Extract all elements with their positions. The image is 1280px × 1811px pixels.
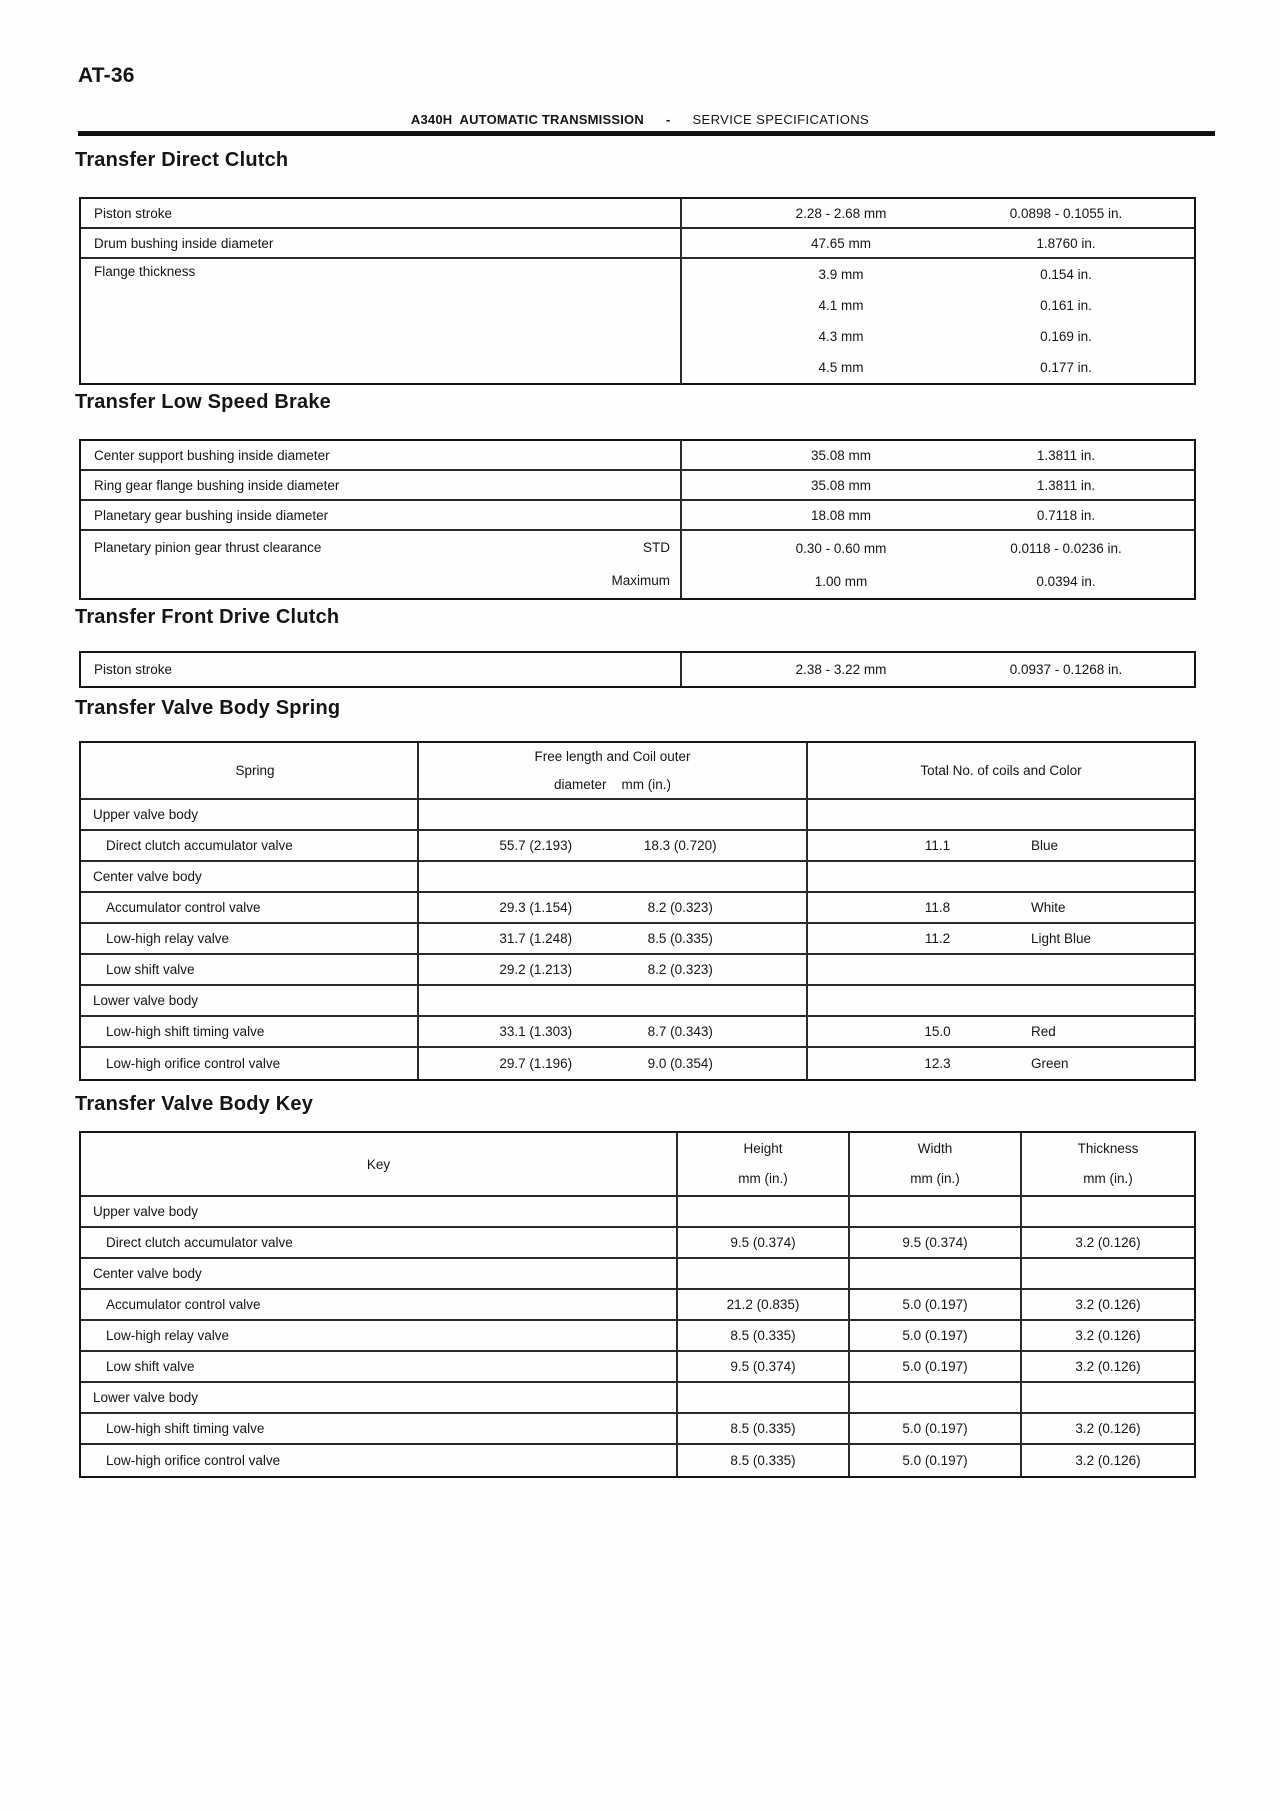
section-row-label: Upper valve body [81, 1197, 678, 1226]
table-row [81, 1321, 1194, 1352]
column-header-unit: mm (in.) [738, 1171, 788, 1186]
coil-color-value: Light Blue [1031, 931, 1092, 946]
spec-value-mm: 2.28 - 2.68 mm [795, 205, 887, 221]
height-value: 8.5 (0.335) [678, 1321, 850, 1350]
low-speed-brake-table [79, 439, 1196, 600]
coil-od-value: 8.5 (0.335) [647, 931, 713, 946]
column-header-coils-color: Total No. of coils and Color [920, 763, 1082, 778]
height-value: 9.5 (0.374) [678, 1228, 850, 1257]
coil-od-value: 8.7 (0.343) [647, 1024, 713, 1039]
width-value: 5.0 (0.197) [850, 1352, 1022, 1381]
table-row [81, 1228, 1194, 1259]
spec-label: Planetary gear bushing inside diameter [81, 501, 682, 529]
key-name: Direct clutch accumulator valve [81, 1228, 678, 1257]
table-row [81, 924, 1194, 955]
height-value: 21.2 (0.835) [678, 1290, 850, 1319]
width-value: 5.0 (0.197) [850, 1290, 1022, 1319]
width-value: 5.0 (0.197) [850, 1414, 1022, 1443]
column-header-free-length [419, 743, 808, 798]
spring-name: Accumulator control valve [81, 893, 419, 922]
free-length-value: 29.7 (1.196) [499, 1056, 573, 1071]
height-value: 8.5 (0.335) [678, 1414, 850, 1443]
header-rule [78, 131, 1215, 136]
qualifier-std: STD [643, 540, 670, 555]
spec-value-mm: 2.38 - 3.22 mm [795, 662, 887, 677]
column-header-thickness [1022, 1133, 1194, 1195]
column-header-line: Width [917, 1141, 953, 1156]
key-name: Low-high relay valve [81, 1321, 678, 1350]
spec-value-in [938, 531, 1194, 598]
free-length-value: 29.3 (1.154) [499, 900, 573, 915]
spec-label: Flange thickness [81, 259, 682, 383]
coil-od-value: 18.3 (0.720) [643, 838, 717, 853]
section-row-label: Upper valve body [81, 800, 419, 829]
table-row [81, 441, 1194, 471]
spring-name: Low shift valve [81, 955, 419, 984]
coil-count-value: 11.8 [924, 900, 951, 915]
coil-color-value [1001, 955, 1194, 984]
column-header-spring: Spring [81, 743, 419, 798]
coil-count-value: 11.1 [924, 838, 951, 853]
section-title-valve-body-key: Transfer Valve Body Key [75, 1093, 314, 1115]
spec-value-line: 1.00 mm [814, 573, 868, 589]
width-value: 9.5 (0.374) [850, 1228, 1022, 1257]
spec-value-mm [682, 259, 938, 383]
coil-color-value: White [1031, 900, 1066, 915]
spec-value-line: 0.30 - 0.60 mm [795, 540, 887, 556]
table-row [81, 531, 1194, 598]
table-section-row [81, 800, 1194, 831]
column-header-unit: mm (in.) [910, 1171, 960, 1186]
thickness-value: 3.2 (0.126) [1075, 1359, 1141, 1374]
table-row [81, 955, 1194, 986]
spring-name: Low-high orifice control valve [81, 1048, 419, 1079]
table-row [81, 1445, 1194, 1476]
thickness-value: 3.2 (0.126) [1075, 1235, 1141, 1250]
table-row [81, 831, 1194, 862]
spring-name: Low-high relay valve [81, 924, 419, 953]
spec-label: Piston stroke [81, 653, 682, 686]
coil-color-value: Blue [1031, 838, 1059, 853]
spec-value-in: 0.0937 - 0.1268 in. [1009, 662, 1123, 677]
key-name: Low shift valve [81, 1352, 678, 1381]
spec-label-text: Planetary pinion gear thrust clearance [94, 540, 322, 555]
spec-value-line: 4.5 mm [818, 360, 864, 375]
section-row-label: Lower valve body [81, 1383, 678, 1412]
spec-label [81, 531, 682, 598]
valve-body-key-table [79, 1131, 1196, 1478]
width-value: 5.0 (0.197) [850, 1445, 1022, 1476]
table-row [81, 1048, 1194, 1079]
coil-count-value: 11.2 [924, 931, 951, 946]
spec-value-in: 0.7118 in. [1036, 507, 1096, 523]
free-length-value: 29.2 (1.213) [499, 962, 573, 977]
column-header-line: Free length and Coil outer [534, 748, 691, 764]
spec-label: Ring gear flange bushing inside diameter [81, 471, 682, 499]
page-number: AT-36 [78, 64, 135, 87]
table-row [81, 1290, 1194, 1321]
spec-value-mm: 35.08 mm [810, 477, 872, 493]
spec-value-line: 0.154 in. [1040, 267, 1092, 282]
coil-color-value: Red [1031, 1024, 1056, 1039]
free-length-value: 55.7 (2.193) [499, 838, 573, 853]
spring-name: Direct clutch accumulator valve [81, 831, 419, 860]
height-value: 9.5 (0.374) [678, 1352, 850, 1381]
section-row-label: Lower valve body [81, 986, 419, 1015]
key-name: Low-high orifice control valve [81, 1445, 678, 1476]
column-header-height [678, 1133, 850, 1195]
table-row [81, 199, 1194, 229]
running-header-title: A340H AUTOMATIC TRANSMISSION [410, 112, 644, 127]
running-header [0, 112, 1280, 127]
key-name: Low-high shift timing valve [81, 1414, 678, 1443]
free-length-value: 31.7 (1.248) [499, 931, 573, 946]
table-row [81, 229, 1194, 259]
table-section-row [81, 1197, 1194, 1228]
front-drive-clutch-table [79, 651, 1196, 688]
spec-value-line: 0.0118 - 0.0236 in. [1010, 540, 1122, 556]
spec-value-mm: 47.65 mm [810, 235, 872, 251]
table-header-row [81, 1133, 1194, 1197]
height-value: 8.5 (0.335) [678, 1445, 850, 1476]
direct-clutch-table [79, 197, 1196, 385]
key-name: Accumulator control valve [81, 1290, 678, 1319]
spec-value-line: 4.1 mm [818, 298, 864, 313]
section-title-valve-body-spring: Transfer Valve Body Spring [75, 697, 341, 719]
thickness-value: 3.2 (0.126) [1075, 1453, 1141, 1468]
section-title-front-drive-clutch: Transfer Front Drive Clutch [75, 606, 340, 628]
column-header-line: Height [743, 1141, 783, 1156]
table-row [81, 1414, 1194, 1445]
spec-value-mm: 18.08 mm [810, 507, 872, 523]
table-section-row [81, 1383, 1194, 1414]
coil-od-value: 8.2 (0.323) [647, 900, 713, 915]
table-row [81, 1017, 1194, 1048]
coil-count-value [808, 955, 1001, 984]
table-row [81, 653, 1194, 686]
spec-value-line: 0.169 in. [1040, 329, 1092, 344]
spec-value-in: 1.8760 in. [1036, 235, 1096, 251]
spec-value-in [938, 259, 1194, 383]
spec-value-mm: 35.08 mm [810, 447, 872, 463]
free-length-value: 33.1 (1.303) [499, 1024, 573, 1039]
table-row [81, 501, 1194, 531]
spec-value-in: 1.3811 in. [1036, 447, 1096, 463]
spec-label: Drum bushing inside diameter [81, 229, 682, 257]
column-header-line: Thickness [1077, 1141, 1139, 1156]
running-header-subtitle: SERVICE SPECIFICATIONS [692, 112, 870, 127]
spec-value-mm [682, 531, 938, 598]
coil-count-value: 12.3 [924, 1056, 951, 1071]
table-row [81, 1352, 1194, 1383]
spec-value-line: 3.9 mm [818, 267, 864, 282]
section-title-direct-clutch: Transfer Direct Clutch [75, 149, 289, 171]
table-section-row [81, 986, 1194, 1017]
spec-value-line: 0.177 in. [1040, 360, 1092, 375]
coil-color-value: Green [1031, 1056, 1069, 1071]
qualifier-maximum: Maximum [611, 573, 670, 588]
spec-label: Piston stroke [81, 199, 682, 227]
spring-name: Low-high shift timing valve [81, 1017, 419, 1046]
section-row-label: Center valve body [81, 1259, 678, 1288]
coil-count-value: 15.0 [924, 1024, 951, 1039]
table-section-row [81, 1259, 1194, 1290]
spec-value-in: 0.0898 - 0.1055 in. [1009, 205, 1123, 221]
table-row [81, 893, 1194, 924]
spec-qualifiers [611, 531, 670, 598]
table-header-row [81, 743, 1194, 800]
thickness-value: 3.2 (0.126) [1075, 1421, 1141, 1436]
spec-value-in: 1.3811 in. [1036, 477, 1096, 493]
section-title-low-speed-brake: Transfer Low Speed Brake [75, 391, 332, 413]
section-row-label: Center valve body [81, 862, 419, 891]
spec-value-line: 0.161 in. [1040, 298, 1092, 313]
column-header-unit: mm (in.) [1083, 1171, 1133, 1186]
width-value: 5.0 (0.197) [850, 1321, 1022, 1350]
coil-od-value: 9.0 (0.354) [647, 1056, 713, 1071]
valve-body-spring-table [79, 741, 1196, 1081]
thickness-value: 3.2 (0.126) [1075, 1328, 1141, 1343]
table-section-row [81, 862, 1194, 893]
spec-value-line: 4.3 mm [818, 329, 864, 344]
table-row [81, 471, 1194, 501]
column-header-width [850, 1133, 1022, 1195]
running-header-dash: - [665, 112, 671, 127]
spec-value-line: 0.0394 in. [1036, 573, 1096, 589]
spec-label: Center support bushing inside diameter [81, 441, 682, 469]
thickness-value: 3.2 (0.126) [1075, 1297, 1141, 1312]
column-header-key: Key [81, 1133, 678, 1195]
table-row [81, 259, 1194, 383]
coil-od-value: 8.2 (0.323) [647, 962, 713, 977]
column-header-line: diameter mm (in.) [553, 776, 672, 792]
